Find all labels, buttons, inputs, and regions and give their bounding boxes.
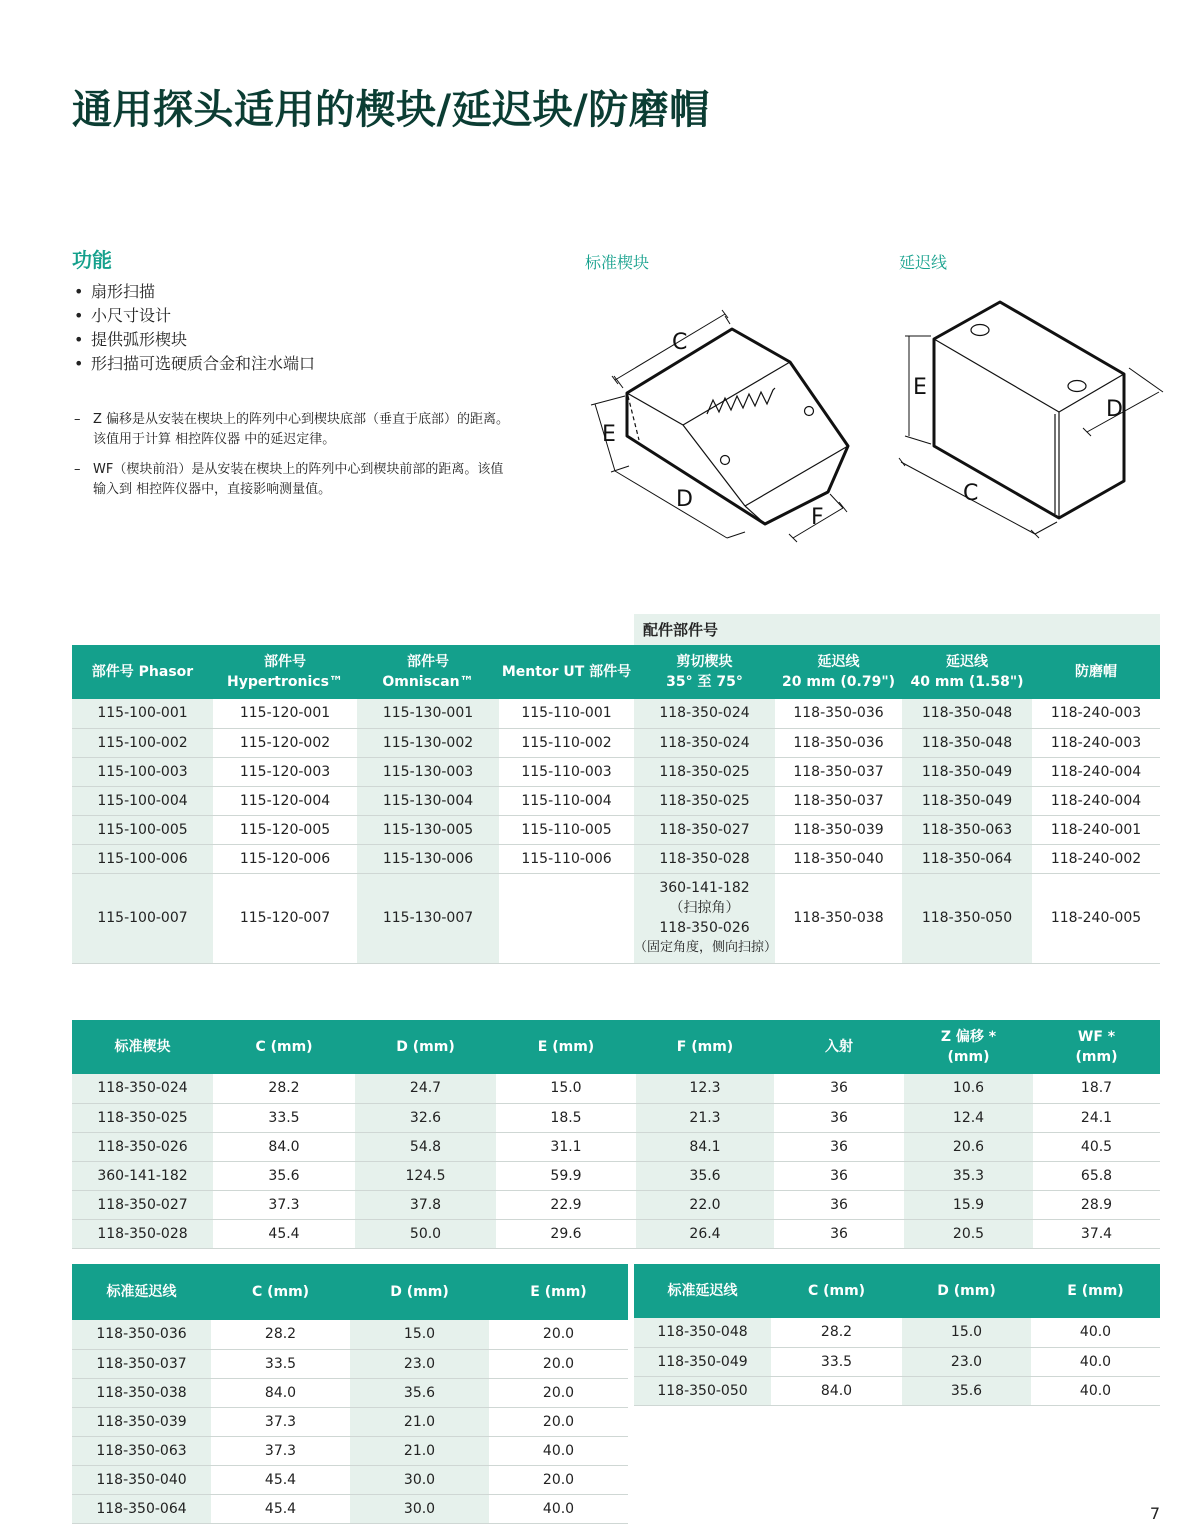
table-cell: 115-130-003 <box>357 757 499 786</box>
table-cell: 20.5 <box>904 1219 1033 1248</box>
table-cell: 115-120-006 <box>213 844 357 873</box>
table-cell: 35.6 <box>350 1378 489 1407</box>
note-dash: – <box>74 462 81 477</box>
table-cell: 115-120-003 <box>213 757 357 786</box>
table-cell: 36 <box>774 1074 904 1103</box>
table-cell: 12.3 <box>636 1074 774 1103</box>
table-cell: 118-350-037 <box>72 1349 211 1378</box>
table-cell: 124.5 <box>355 1161 496 1190</box>
table-cell: 115-110-004 <box>499 786 634 815</box>
table-cell: 36 <box>774 1161 904 1190</box>
table-cell: 115-120-002 <box>213 728 357 757</box>
table-row <box>72 1190 1160 1219</box>
header-cell: D (mm) <box>350 1264 489 1320</box>
note-text: Z 偏移是从安装在楔块上的阵列中心到楔块底部（垂直于底部）的距离。该值用于计算 相控阵仪器 中的延迟定律。 <box>93 412 510 447</box>
table-cell: 118-350-037 <box>775 757 902 786</box>
header-cell: F (mm) <box>636 1020 774 1074</box>
header-cell: E (mm) <box>489 1264 628 1320</box>
table-cell: 36 <box>774 1132 904 1161</box>
table-cell: 15.9 <box>904 1190 1033 1219</box>
table-cell: 37.3 <box>211 1436 350 1465</box>
table-cell: 21.0 <box>350 1407 489 1436</box>
table-cell: 118-350-038 <box>775 873 902 963</box>
table-cell: 33.5 <box>213 1103 355 1132</box>
table-cell: 28.2 <box>771 1318 902 1347</box>
header-cell: D (mm) <box>902 1264 1031 1318</box>
table-cell: 118-350-036 <box>72 1320 211 1349</box>
header-cell: E (mm) <box>1031 1264 1160 1318</box>
parts-table-header <box>72 645 1160 699</box>
header-cell: Z 偏移 * (mm) <box>904 1020 1033 1074</box>
table-cell: 115-100-001 <box>72 699 213 728</box>
table-cell: 115-100-005 <box>72 815 213 844</box>
table-row <box>634 1318 1160 1347</box>
table-cell: 22.0 <box>636 1190 774 1219</box>
table-cell: 37.8 <box>355 1190 496 1219</box>
table-cell: 18.5 <box>496 1103 636 1132</box>
parts-table <box>72 614 1160 964</box>
header-cell: 部件号 Hypertronics™ <box>213 645 357 699</box>
table-row <box>72 1378 628 1407</box>
header-cell: 部件号 Phasor <box>72 645 213 699</box>
table-cell: 118-350-036 <box>775 699 902 728</box>
table-cell: 26.4 <box>636 1219 774 1248</box>
table-row <box>634 1347 1160 1376</box>
table-cell: 20.0 <box>489 1349 628 1378</box>
table-row <box>72 1407 628 1436</box>
table-cell: 37.3 <box>213 1190 355 1219</box>
header-cell: Mentor UT 部件号 <box>499 645 634 699</box>
table-cell: 118-350-048 <box>634 1318 771 1347</box>
table-cell: 31.1 <box>496 1132 636 1161</box>
delay-letter-e: E <box>913 375 927 400</box>
table-cell: 15.0 <box>496 1074 636 1103</box>
table-cell: 40.5 <box>1033 1132 1160 1161</box>
table-cell: 118-350-039 <box>775 815 902 844</box>
header-cell: C (mm) <box>771 1264 902 1318</box>
table-cell: 118-350-064 <box>72 1494 211 1523</box>
table-cell: 115-110-001 <box>499 699 634 728</box>
table-cell: 54.8 <box>355 1132 496 1161</box>
cell-line: （扫掠角） <box>669 900 740 916</box>
table-cell: 33.5 <box>771 1347 902 1376</box>
table-cell: 84.0 <box>211 1378 350 1407</box>
table-cell: 118-240-004 <box>1032 786 1160 815</box>
notes <box>74 410 514 510</box>
table-cell: 15.0 <box>902 1318 1031 1347</box>
header-cell: 标准延迟线 <box>72 1264 211 1320</box>
header-cell: 剪切楔块 35° 至 75° <box>634 645 775 699</box>
table-cell: 118-350-024 <box>634 699 775 728</box>
table-row <box>72 728 1160 757</box>
delay-letter-c: C <box>963 481 979 506</box>
header-cell: 标准延迟线 <box>634 1264 771 1318</box>
table-cell: 118-350-024 <box>72 1074 213 1103</box>
delay-table-header <box>72 1264 628 1320</box>
table-cell: 20.0 <box>489 1378 628 1407</box>
table-cell: 115-130-007 <box>357 873 499 963</box>
table-cell: 65.8 <box>1033 1161 1160 1190</box>
cell-line: （固定角度，侧向扫掠） <box>634 940 778 955</box>
table-cell: 15.0 <box>350 1320 489 1349</box>
table-cell: 35.6 <box>902 1376 1031 1405</box>
table-row <box>72 1349 628 1378</box>
header-cell: E (mm) <box>496 1020 636 1074</box>
delay-diagram-label: 延迟线 <box>899 253 948 272</box>
table-cell: 118-240-001 <box>1032 815 1160 844</box>
table-cell: 28.2 <box>213 1074 355 1103</box>
table-cell: 115-110-005 <box>499 815 634 844</box>
table-cell: 45.4 <box>211 1494 350 1523</box>
features-heading: 功能 <box>72 248 112 272</box>
table-cell: 115-120-007 <box>213 873 357 963</box>
table-cell: 115-100-004 <box>72 786 213 815</box>
table-row <box>72 1494 628 1523</box>
table-cell: 118-350-048 <box>902 699 1032 728</box>
table-cell: 115-100-007 <box>72 873 213 963</box>
note-dash: – <box>74 412 81 427</box>
table-row <box>634 1376 1160 1405</box>
table-cell: 118-350-027 <box>634 815 775 844</box>
table-cell: 118-350-040 <box>775 844 902 873</box>
table-cell: 118-240-005 <box>1032 873 1160 963</box>
table-cell <box>634 873 778 963</box>
table-cell: 118-350-036 <box>775 728 902 757</box>
table-cell: 84.1 <box>636 1132 774 1161</box>
table-cell: 40.0 <box>1031 1376 1160 1405</box>
table-cell: 118-350-025 <box>634 757 775 786</box>
table-cell: 115-130-004 <box>357 786 499 815</box>
table-cell: 35.3 <box>904 1161 1033 1190</box>
wedge-letter-f: F <box>811 505 824 530</box>
table-row <box>72 1132 1160 1161</box>
table-cell: 37.4 <box>1033 1219 1160 1248</box>
table-cell: 40.0 <box>1031 1318 1160 1347</box>
header-cell: 标准楔块 <box>72 1020 213 1074</box>
table-cell: 115-120-005 <box>213 815 357 844</box>
table-row <box>72 1436 628 1465</box>
table-cell: 118-350-049 <box>634 1347 771 1376</box>
header-cell: 延迟线 20 mm (0.79") <box>775 645 902 699</box>
delay-table-header <box>634 1264 1160 1318</box>
table-cell: 360-141-182 <box>72 1161 213 1190</box>
table-cell <box>499 873 634 963</box>
table-cell: 45.4 <box>211 1465 350 1494</box>
accessory-title: 配件部件号 <box>634 614 1160 645</box>
table-cell: 84.0 <box>771 1376 902 1405</box>
table-cell: 24.7 <box>355 1074 496 1103</box>
table-cell: 10.6 <box>904 1074 1033 1103</box>
table-cell: 36 <box>774 1103 904 1132</box>
table-cell: 115-130-002 <box>357 728 499 757</box>
table-cell: 45.4 <box>213 1219 355 1248</box>
table-cell: 118-350-063 <box>902 815 1032 844</box>
wedge-outline <box>627 329 848 524</box>
feature-item: • 提供弧形楔块 <box>74 328 315 352</box>
table-row <box>72 1465 628 1494</box>
header-cell: C (mm) <box>211 1264 350 1320</box>
table-cell: 23.0 <box>350 1349 489 1378</box>
table-cell: 118-350-040 <box>72 1465 211 1494</box>
note-wedge-front <box>74 460 514 500</box>
table-cell: 118-350-050 <box>634 1376 771 1405</box>
table-cell: 18.7 <box>1033 1074 1160 1103</box>
table-row <box>72 1161 1160 1190</box>
table-cell: 118-350-025 <box>634 786 775 815</box>
table-cell: 35.6 <box>213 1161 355 1190</box>
table-row <box>72 699 1160 728</box>
table-row <box>72 1320 628 1349</box>
blank-cell <box>72 614 634 645</box>
table-cell: 118-350-049 <box>902 786 1032 815</box>
header-cell: C (mm) <box>213 1020 355 1074</box>
wedge-dimension-lines <box>591 310 847 542</box>
header-cell: 防磨帽 <box>1032 645 1160 699</box>
table-cell: 115-110-002 <box>499 728 634 757</box>
table-cell: 115-100-002 <box>72 728 213 757</box>
table-cell: 20.6 <box>904 1132 1033 1161</box>
table-cell: 118-350-024 <box>634 728 775 757</box>
table-cell: 115-130-001 <box>357 699 499 728</box>
table-cell: 118-240-004 <box>1032 757 1160 786</box>
table-cell: 115-110-006 <box>499 844 634 873</box>
table-cell: 118-350-050 <box>902 873 1032 963</box>
table-row <box>72 815 1160 844</box>
table-cell: 115-100-006 <box>72 844 213 873</box>
table-cell: 118-350-025 <box>72 1103 213 1132</box>
table-cell: 115-120-004 <box>213 786 357 815</box>
table-cell: 118-350-027 <box>72 1190 213 1219</box>
table-cell: 118-350-064 <box>902 844 1032 873</box>
table-cell: 115-110-003 <box>499 757 634 786</box>
table-cell: 36 <box>774 1190 904 1219</box>
table-cell: 12.4 <box>904 1103 1033 1132</box>
delay-line-table-40mm <box>634 1264 1160 1406</box>
table-row <box>72 844 1160 873</box>
header-cell: WF * (mm) <box>1033 1020 1160 1074</box>
table-row <box>72 1103 1160 1132</box>
table-cell: 30.0 <box>350 1494 489 1523</box>
features-list <box>74 280 315 376</box>
page-title: 通用探头适用的楔块/延迟块/防磨帽 <box>72 87 710 133</box>
table-cell: 118-240-003 <box>1032 699 1160 728</box>
header-cell: 部件号 Omniscan™ <box>357 645 499 699</box>
table-cell: 118-240-002 <box>1032 844 1160 873</box>
table-cell: 118-350-049 <box>902 757 1032 786</box>
table-cell: 24.1 <box>1033 1103 1160 1132</box>
table-cell: 37.3 <box>211 1407 350 1436</box>
table-cell: 40.0 <box>1031 1347 1160 1376</box>
table-row <box>72 873 1160 963</box>
note-text: WF（楔块前沿）是从安装在楔块上的阵列中心到楔块前部的距离。该值输入到 相控阵仪器中，直接影响测量值。 <box>93 462 504 497</box>
feature-item: • 形扫描可选硬质合金和注水端口 <box>74 352 315 376</box>
table-cell: 59.9 <box>496 1161 636 1190</box>
feature-item: • 扇形扫描 <box>74 280 315 304</box>
wedge-letter-d: D <box>676 487 693 512</box>
table-cell: 40.0 <box>489 1494 628 1523</box>
table-cell: 20.0 <box>489 1407 628 1436</box>
table-cell: 118-350-028 <box>72 1219 213 1248</box>
table-cell: 118-350-037 <box>775 786 902 815</box>
wedge-dimensions-table <box>72 1020 1160 1249</box>
header-cell: D (mm) <box>355 1020 496 1074</box>
table-cell: 33.5 <box>211 1349 350 1378</box>
table-cell: 118-350-039 <box>72 1407 211 1436</box>
wedge-table-header <box>72 1020 1160 1074</box>
table-cell: 21.0 <box>350 1436 489 1465</box>
table-row <box>72 757 1160 786</box>
delay-letter-d: D <box>1106 397 1123 422</box>
table-cell: 40.0 <box>489 1436 628 1465</box>
delay-line-diagram <box>897 296 1162 546</box>
table-cell: 118-350-026 <box>72 1132 213 1161</box>
table-cell: 36 <box>774 1219 904 1248</box>
header-cell: 延迟线 40 mm (1.58") <box>902 645 1032 699</box>
table-cell: 115-120-001 <box>213 699 357 728</box>
wedge-diagram <box>585 296 860 546</box>
table-cell: 20.0 <box>489 1320 628 1349</box>
table-cell: 115-130-006 <box>357 844 499 873</box>
wedge-letter-e: E <box>602 422 616 447</box>
header-cell: 入射 <box>774 1020 904 1074</box>
table-cell: 115-130-005 <box>357 815 499 844</box>
table-cell: 29.6 <box>496 1219 636 1248</box>
table-cell: 118-240-003 <box>1032 728 1160 757</box>
delay-line-table-20mm <box>72 1264 628 1524</box>
table-row <box>72 786 1160 815</box>
table-cell: 28.9 <box>1033 1190 1160 1219</box>
table-cell: 23.0 <box>902 1347 1031 1376</box>
note-z-offset <box>74 410 514 450</box>
table-cell: 32.6 <box>355 1103 496 1132</box>
table-cell: 118-350-063 <box>72 1436 211 1465</box>
page-number: 7 <box>1149 1504 1160 1523</box>
cell-line: 118-350-026 <box>659 920 750 936</box>
table-row <box>72 1219 1160 1248</box>
table-cell: 118-350-028 <box>634 844 775 873</box>
table-cell: 20.0 <box>489 1465 628 1494</box>
table-cell: 84.0 <box>213 1132 355 1161</box>
feature-item: • 小尺寸设计 <box>74 304 315 328</box>
table-cell: 50.0 <box>355 1219 496 1248</box>
table-cell: 22.9 <box>496 1190 636 1219</box>
table-cell: 21.3 <box>636 1103 774 1132</box>
table-row <box>72 1074 1160 1103</box>
table-cell: 118-350-038 <box>72 1378 211 1407</box>
wedge-letter-c: C <box>672 330 688 355</box>
cell-line: 360-141-182 <box>659 880 750 896</box>
wedge-diagram-label: 标准楔块 <box>585 253 650 272</box>
table-cell: 28.2 <box>211 1320 350 1349</box>
table-cell: 118-350-048 <box>902 728 1032 757</box>
table-cell: 35.6 <box>636 1161 774 1190</box>
table-cell: 115-100-003 <box>72 757 213 786</box>
table-cell: 30.0 <box>350 1465 489 1494</box>
